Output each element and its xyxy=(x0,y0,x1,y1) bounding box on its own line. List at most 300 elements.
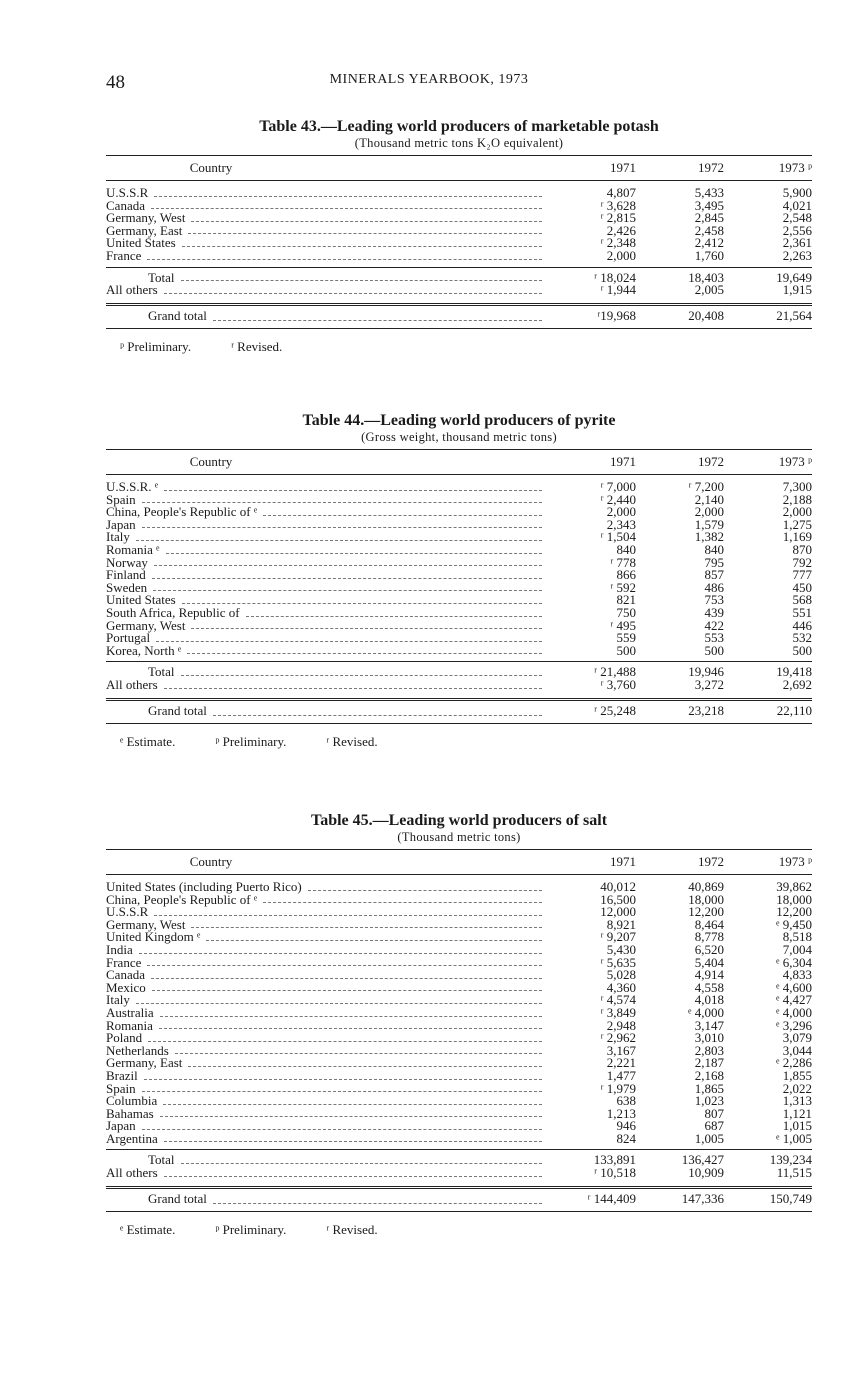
table-body xyxy=(106,875,812,1145)
country-name: Germany, West xyxy=(106,916,186,932)
value-cell: ʳ 144,409 xyxy=(587,1190,636,1206)
country-name: Brazil xyxy=(106,1067,138,1083)
row-label xyxy=(106,1105,546,1121)
country-name: Total xyxy=(148,1152,175,1168)
value-cell: 3,044 xyxy=(782,1042,812,1058)
value-cell: 840 xyxy=(616,541,636,557)
value-cell: 23,218 xyxy=(688,702,724,718)
value-cell: 5,430 xyxy=(606,941,636,957)
footnote: ʳ Revised. xyxy=(326,1221,378,1237)
table-title: Table 45.—Leading world producers of salt xyxy=(310,812,608,829)
value-cell: 3,147 xyxy=(694,1017,724,1033)
value-cell: 559 xyxy=(616,630,636,646)
value-cell: ᵉ 4,600 xyxy=(776,979,812,995)
column-header-year: 1972 xyxy=(698,160,724,175)
grand-total-block xyxy=(106,698,812,719)
value-cell: ʳ 18,024 xyxy=(594,269,636,285)
country-name: Canada xyxy=(106,197,145,213)
country-name: Argentina xyxy=(106,1130,158,1146)
others-row xyxy=(106,284,812,297)
value-cell: 687 xyxy=(704,1118,724,1134)
row-label xyxy=(106,1017,546,1033)
value-cell: 40,012 xyxy=(600,879,636,894)
value-cell: ᵉ 3,296 xyxy=(776,1017,812,1033)
value-cell: 551 xyxy=(792,604,812,620)
leader-dots xyxy=(206,939,542,941)
table-footnotes xyxy=(106,734,812,750)
row-label xyxy=(106,994,546,1007)
value-cell: 1,313 xyxy=(782,1093,812,1109)
country-name: Romania xyxy=(106,1017,153,1033)
value-cell: 4,021 xyxy=(782,197,812,213)
country-name: United Kingdom ᵉ xyxy=(106,929,201,945)
leader-dots xyxy=(164,489,542,491)
value-cell: 2,458 xyxy=(694,222,724,238)
leader-dots xyxy=(191,220,542,222)
row-label xyxy=(106,569,546,582)
value-cell: ʳ 2,962 xyxy=(600,1030,636,1046)
leader-dots xyxy=(152,577,542,579)
leader-dots xyxy=(154,564,542,566)
country-name: Bahamas xyxy=(106,1105,154,1121)
leader-dots xyxy=(152,989,542,991)
value-cell: 1,477 xyxy=(606,1067,636,1083)
row-label xyxy=(106,237,546,250)
country-name: Germany, West xyxy=(106,617,186,633)
table-subtitle: (Gross weight, thousand metric tons) xyxy=(361,430,557,444)
leader-dots xyxy=(142,1090,542,1092)
country-name: All others xyxy=(106,676,158,692)
leader-dots xyxy=(144,1078,542,1080)
value-cell: 11,515 xyxy=(776,1165,812,1181)
value-cell: 2,140 xyxy=(694,491,724,507)
row-label xyxy=(106,531,546,544)
country-name: Japan xyxy=(106,1118,136,1134)
country-name: Netherlands xyxy=(106,1042,169,1058)
value-cell: 2,426 xyxy=(606,222,636,238)
table-subtitle: (Thousand metric tons) xyxy=(397,830,521,844)
row-label xyxy=(106,481,546,494)
value-cell: ʳ 1,979 xyxy=(600,1080,636,1096)
table-row xyxy=(106,1130,812,1146)
leader-dots xyxy=(182,602,542,604)
column-header-country: Country xyxy=(189,854,233,869)
leader-dots xyxy=(191,926,542,928)
column-header-year: 1973 ᵖ xyxy=(778,160,812,175)
value-cell: 500 xyxy=(616,642,636,658)
leader-dots xyxy=(142,501,542,503)
country-name: United States (including Puerto Rico) xyxy=(106,879,302,894)
value-cell: 8,921 xyxy=(606,916,636,932)
value-cell: 500 xyxy=(704,642,724,658)
grand-total-row xyxy=(106,1191,812,1207)
bottom-rule xyxy=(106,328,812,329)
value-cell: 3,495 xyxy=(694,197,724,213)
leader-dots xyxy=(139,952,542,954)
value-cell: 8,778 xyxy=(694,929,724,945)
value-cell: 4,833 xyxy=(782,967,812,983)
leader-dots xyxy=(175,1052,542,1054)
value-cell: 840 xyxy=(704,541,724,557)
value-cell: 2,548 xyxy=(782,210,812,226)
value-cell: 638 xyxy=(616,1093,636,1109)
leader-dots xyxy=(188,232,542,234)
value-cell: 4,807 xyxy=(606,185,636,200)
value-cell: 2,556 xyxy=(782,222,812,238)
table-45 xyxy=(106,812,812,1238)
leader-dots xyxy=(263,901,542,903)
table-header xyxy=(106,849,812,875)
country-name: U.S.S.R. ᵉ xyxy=(106,479,159,494)
value-cell: 3,079 xyxy=(782,1030,812,1046)
value-cell: ʳ 5,635 xyxy=(600,954,636,970)
value-cell: 857 xyxy=(704,567,724,583)
country-name: United States xyxy=(106,592,176,608)
value-cell: 1,005 xyxy=(694,1130,724,1146)
value-cell: 866 xyxy=(616,567,636,583)
row-label xyxy=(106,1080,546,1096)
country-name: Grand total xyxy=(148,307,207,323)
leader-dots xyxy=(136,539,542,541)
value-cell: 824 xyxy=(616,1130,636,1146)
leader-dots xyxy=(142,526,542,528)
row-label xyxy=(106,1191,546,1207)
value-cell: 5,028 xyxy=(606,967,636,983)
value-cell: 1,169 xyxy=(782,529,812,545)
value-cell: 446 xyxy=(792,617,812,633)
footnote: ᵉ Estimate. xyxy=(120,733,176,749)
value-cell: 1,760 xyxy=(694,247,724,263)
country-name: Germany, East xyxy=(106,1055,183,1071)
country-name: Poland xyxy=(106,1030,143,1046)
country-name: Finland xyxy=(106,567,146,583)
table-header xyxy=(106,449,812,475)
value-cell: 139,234 xyxy=(769,1152,812,1168)
value-cell: 2,022 xyxy=(782,1080,812,1096)
row-label xyxy=(106,676,546,692)
country-name: Canada xyxy=(106,967,145,983)
value-cell: ʳ 1,944 xyxy=(600,282,636,298)
value-cell: 19,946 xyxy=(688,664,724,680)
country-name: China, People's Republic of ᵉ xyxy=(106,504,258,520)
value-cell: 821 xyxy=(616,592,636,608)
row-label xyxy=(106,1154,546,1167)
value-cell: 2,263 xyxy=(782,247,812,263)
value-cell: 422 xyxy=(704,617,724,633)
value-cell: ʳ 592 xyxy=(610,579,636,595)
leader-dots xyxy=(246,615,542,617)
leader-dots xyxy=(153,589,542,591)
country-name: Italy xyxy=(106,529,130,545)
value-cell: ʳ 2,348 xyxy=(600,235,636,251)
value-cell: 20,408 xyxy=(688,307,724,323)
table-44 xyxy=(106,412,812,750)
row-label xyxy=(106,642,546,658)
value-cell: 147,336 xyxy=(681,1190,724,1206)
leader-dots xyxy=(164,1175,542,1177)
value-cell: 2,187 xyxy=(694,1055,724,1071)
table-row xyxy=(106,247,812,263)
footnote: ᵖ Preliminary. xyxy=(215,1221,287,1237)
country-name: U.S.S.R xyxy=(106,185,149,200)
row-label xyxy=(106,1057,546,1070)
leader-dots xyxy=(182,245,542,247)
value-cell: 439 xyxy=(704,604,724,620)
value-cell: 807 xyxy=(704,1105,724,1121)
value-cell: 2,168 xyxy=(694,1067,724,1083)
country-name: France xyxy=(106,247,142,263)
value-cell: 133,891 xyxy=(593,1152,636,1168)
value-cell: 18,000 xyxy=(776,891,812,907)
value-cell: 1,382 xyxy=(694,529,724,545)
value-cell: 553 xyxy=(704,630,724,646)
bottom-rule xyxy=(106,1211,812,1212)
value-cell: ʳ 10,518 xyxy=(594,1165,636,1181)
country-name: Spain xyxy=(106,1080,136,1096)
country-name: Mexico xyxy=(106,979,146,995)
value-cell: 136,427 xyxy=(681,1152,724,1168)
value-cell: 7,300 xyxy=(782,479,812,494)
value-cell: 2,412 xyxy=(694,235,724,251)
value-cell: 4,558 xyxy=(694,979,724,995)
value-cell: ᵉ 1,005 xyxy=(776,1130,812,1146)
row-label xyxy=(106,284,546,297)
value-cell: 1,121 xyxy=(782,1105,812,1121)
value-cell: 8,518 xyxy=(782,929,812,945)
value-cell: 4,018 xyxy=(694,992,724,1008)
leader-dots xyxy=(191,627,542,629)
row-label xyxy=(106,1095,546,1108)
value-cell: 2,361 xyxy=(782,235,812,251)
row-label xyxy=(106,506,546,519)
value-cell: 10,909 xyxy=(688,1165,724,1181)
table-header xyxy=(106,155,812,181)
leader-dots xyxy=(164,687,542,689)
value-cell: 486 xyxy=(704,579,724,595)
leader-dots xyxy=(147,258,542,260)
leader-dots xyxy=(151,207,542,209)
page-number: 48 xyxy=(106,72,125,93)
leader-dots xyxy=(154,914,542,916)
summary-block xyxy=(106,661,812,691)
column-header-year: 1972 xyxy=(698,454,724,469)
leader-dots xyxy=(188,1065,542,1067)
footnote: ʳ Revised. xyxy=(326,733,378,749)
value-cell: 750 xyxy=(616,604,636,620)
grand-total-row xyxy=(106,703,812,719)
value-cell: 1,213 xyxy=(606,1105,636,1121)
row-label xyxy=(106,1120,546,1133)
country-name: India xyxy=(106,941,133,957)
leader-dots xyxy=(181,1162,542,1164)
value-cell: 1,915 xyxy=(782,282,812,298)
country-name: China, People's Republic of ᵉ xyxy=(106,891,258,907)
value-cell: ʳ 7,000 xyxy=(600,479,636,494)
country-name: Total xyxy=(148,269,175,285)
value-cell: 5,404 xyxy=(694,954,724,970)
value-cell: ᵉ 9,450 xyxy=(776,916,812,932)
table-43 xyxy=(106,118,812,355)
value-cell: 1,275 xyxy=(782,516,812,532)
table-body xyxy=(106,475,812,657)
country-name: U.S.S.R xyxy=(106,904,149,920)
others-row xyxy=(106,1167,812,1180)
value-cell: ʳ 2,440 xyxy=(600,491,636,507)
value-cell: ʳ 3,628 xyxy=(600,197,636,213)
column-header-year: 1971 xyxy=(610,454,636,469)
value-cell: ᵉ 4,427 xyxy=(776,992,812,1008)
others-row xyxy=(106,676,812,692)
country-name: Grand total xyxy=(148,1190,207,1206)
value-cell: 12,200 xyxy=(688,904,724,920)
table-subtitle: (Thousand metric tons K₂O equivalent) xyxy=(354,136,564,150)
value-cell: 3,010 xyxy=(694,1030,724,1046)
row-label xyxy=(106,1167,546,1180)
table-title: Table 44.—Leading world producers of pyrite xyxy=(302,412,616,429)
column-header-year: 1973 ᵖ xyxy=(778,454,812,469)
value-cell: 2,000 xyxy=(606,504,636,520)
value-cell: 450 xyxy=(792,579,812,595)
leader-dots xyxy=(308,889,542,891)
column-header-year: 1972 xyxy=(698,854,724,869)
value-cell: ʳ 9,207 xyxy=(600,929,636,945)
value-cell: 2,000 xyxy=(606,247,636,263)
summary-block xyxy=(106,267,812,297)
country-name: Germany, East xyxy=(106,222,183,238)
country-name: Australia xyxy=(106,1004,154,1020)
value-cell: 1,865 xyxy=(694,1080,724,1096)
row-label xyxy=(106,979,546,995)
value-cell: 8,464 xyxy=(694,916,724,932)
value-cell: ʳ 21,488 xyxy=(594,664,636,680)
value-cell: 18,403 xyxy=(688,269,724,285)
leader-dots xyxy=(159,1027,542,1029)
summary-block xyxy=(106,1149,812,1179)
value-cell: 19,649 xyxy=(776,269,812,285)
leader-dots xyxy=(156,640,542,642)
value-cell: ʳ 2,815 xyxy=(600,210,636,226)
leader-dots xyxy=(160,1115,542,1117)
value-cell: 5,900 xyxy=(782,185,812,200)
value-cell: ᵉ 2,286 xyxy=(776,1055,812,1071)
value-cell: ʳ 25,248 xyxy=(594,702,636,718)
country-name: All others xyxy=(106,1165,158,1181)
country-name: Germany, West xyxy=(106,210,186,226)
value-cell: ᵉ 4,000 xyxy=(776,1004,812,1020)
row-label xyxy=(106,541,546,557)
footnote: ᵖ Preliminary. xyxy=(215,733,287,749)
leader-dots xyxy=(181,279,542,281)
table-row xyxy=(106,642,812,658)
country-name: Norway xyxy=(106,554,148,570)
leader-dots xyxy=(136,1002,542,1004)
value-cell: ʳ 778 xyxy=(610,554,636,570)
row-label xyxy=(106,247,546,263)
value-cell: 1,023 xyxy=(694,1093,724,1109)
value-cell: ʳ 3,849 xyxy=(600,1004,636,1020)
value-cell: 500 xyxy=(792,642,812,658)
row-label xyxy=(106,941,546,957)
column-header-country: Country xyxy=(189,160,233,175)
row-label xyxy=(106,308,546,324)
value-cell: 18,000 xyxy=(688,891,724,907)
value-cell: 3,272 xyxy=(694,676,724,692)
row-label xyxy=(106,187,546,200)
country-name: South Africa, Republic of xyxy=(106,604,240,620)
value-cell: ʳ 4,574 xyxy=(600,992,636,1008)
value-cell: 568 xyxy=(792,592,812,608)
row-label xyxy=(106,891,546,907)
country-name: Japan xyxy=(106,516,136,532)
value-cell: 2,000 xyxy=(782,504,812,520)
table-title: Table 43.—Leading world producers of marketable potash xyxy=(259,118,659,135)
value-cell: 19,418 xyxy=(776,664,812,680)
value-cell: 792 xyxy=(792,554,812,570)
row-label xyxy=(106,516,546,532)
value-cell: ᵉ 6,304 xyxy=(776,954,812,970)
row-label xyxy=(106,969,546,982)
value-cell: 2,343 xyxy=(606,516,636,532)
leader-dots xyxy=(154,195,542,197)
leader-dots xyxy=(142,1128,542,1130)
value-cell: 946 xyxy=(616,1118,636,1134)
value-cell: 753 xyxy=(704,592,724,608)
value-cell: 2,692 xyxy=(782,676,812,692)
country-name: Total xyxy=(148,664,175,680)
row-label xyxy=(106,554,546,570)
value-cell: 1,015 xyxy=(782,1118,812,1134)
value-cell: 2,221 xyxy=(606,1055,636,1071)
running-head: MINERALS YEARBOOK, 1973 xyxy=(329,72,529,87)
value-cell: 16,500 xyxy=(600,891,636,907)
value-cell: 4,360 xyxy=(606,979,636,995)
footnote: ʳ Revised. xyxy=(231,338,283,354)
value-cell: 795 xyxy=(704,554,724,570)
value-cell: 1,579 xyxy=(694,516,724,532)
leader-dots xyxy=(181,674,542,676)
column-header-year: 1971 xyxy=(610,160,636,175)
value-cell: 2,845 xyxy=(694,210,724,226)
row-label xyxy=(106,931,546,944)
country-name: Columbia xyxy=(106,1093,158,1109)
country-name: France xyxy=(106,954,142,970)
leader-dots xyxy=(164,292,542,294)
value-cell: ʳ 3,760 xyxy=(600,676,636,692)
leader-dots xyxy=(187,652,542,654)
row-label xyxy=(106,1032,546,1045)
value-cell: 150,749 xyxy=(769,1190,812,1206)
country-name: United States xyxy=(106,235,176,251)
grand-total-block xyxy=(106,1186,812,1207)
footnote: ᵉ Estimate. xyxy=(120,1221,176,1237)
grand-total-block xyxy=(106,303,812,324)
leader-dots xyxy=(147,964,542,966)
row-label xyxy=(106,1130,546,1146)
leader-dots xyxy=(213,319,542,321)
leader-dots xyxy=(148,1040,542,1042)
table-footnotes xyxy=(106,1222,812,1238)
country-name: Italy xyxy=(106,992,130,1008)
country-name: Portugal xyxy=(106,630,151,646)
leader-dots xyxy=(151,977,542,979)
column-header-year: 1973 ᵖ xyxy=(778,854,812,869)
country-name: Spain xyxy=(106,491,136,507)
row-label xyxy=(106,954,546,970)
value-cell: 3,167 xyxy=(606,1042,636,1058)
value-cell: 39,862 xyxy=(776,879,812,894)
row-label xyxy=(106,1004,546,1020)
leader-dots xyxy=(160,1015,542,1017)
